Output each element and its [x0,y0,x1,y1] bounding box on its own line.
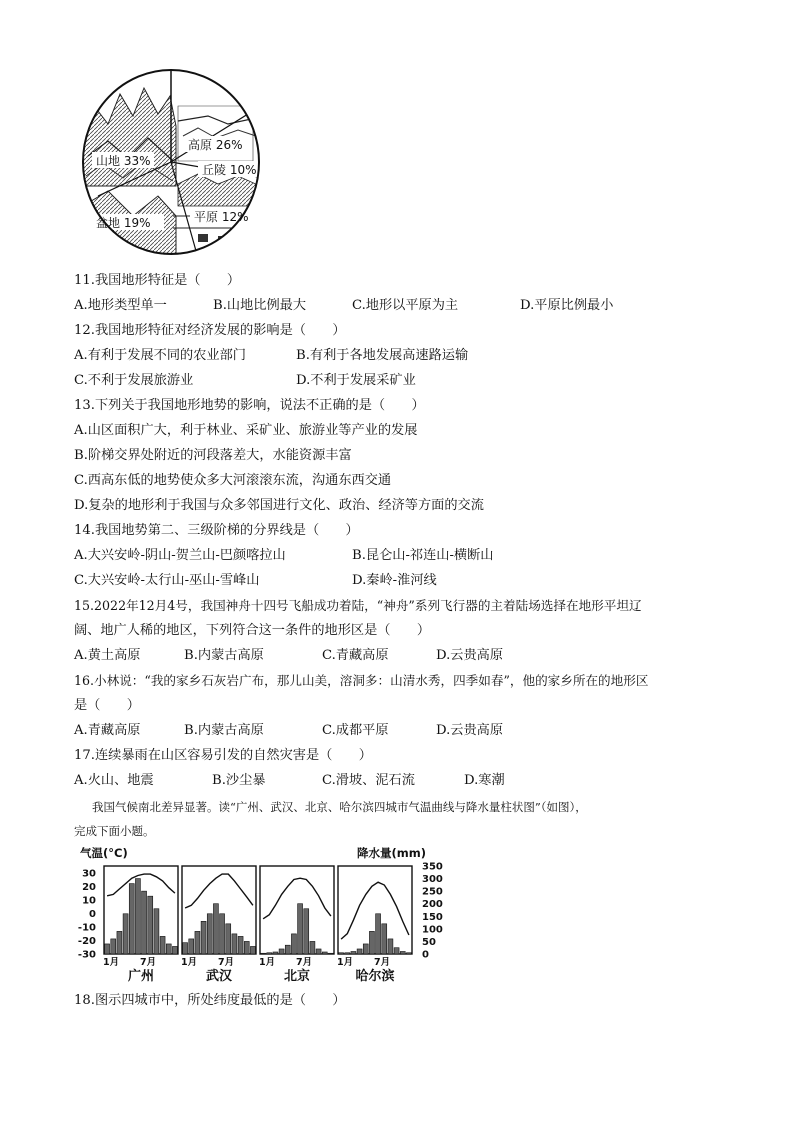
q14-option-c: C.大兴安岭-太行山-巫山-雪峰山 [74,573,260,588]
y-left-tick: 20 [82,881,96,893]
city-name: 哈尔滨 [355,969,395,984]
precip-bar [207,914,212,954]
q15-option-b: B.内蒙古高原 [184,648,264,663]
precip-bar [310,941,315,954]
precip-bar [220,914,225,954]
climate-intro-line2: 完成下面小题。 [74,824,155,838]
pie-label-mountain: 山地 33% [96,154,151,168]
climate-chart [74,842,443,984]
q14-option-d: D.秦岭-淮河线 [352,573,437,588]
q11-option-a: A.地形类型单一 [74,298,167,313]
q13-stem: 13.下列关于我国地形地势的影响，说法不正确的是（ ） [74,398,425,413]
q15-stem-line2: 阔、地广人稀的地区，下列符合这一条件的地形区是（ ） [74,623,431,638]
q16-stem-line1: 16.小林说：“我的家乡石灰岩广布，那儿山美，溶洞多：山清水秀，四季如春”，他的家乡所在的地形区 [74,673,649,688]
y-right-tick: 150 [422,911,443,923]
q16-option-a: A.青藏高原 [74,723,141,738]
precip-bar [369,931,374,954]
y-left-tick: -20 [77,935,96,947]
q16-option-b: B.内蒙古高原 [184,723,264,738]
precip-bar [129,884,134,954]
city-name: 武汉 [205,969,233,984]
x-tick-jul: 7月 [140,957,157,968]
pie-label-hills: 丘陵 10% [202,163,257,177]
precip-bar [400,951,405,954]
precip-bar [238,936,243,954]
precip-bar [322,952,327,954]
q16-option-d: D.云贵高原 [436,723,504,738]
y-left-tick: -30 [77,949,96,961]
precip-bar [135,879,140,954]
terrain-pie-figure [78,66,264,258]
q18-stem: 18.图示四城市中，所处纬度最低的是（ ） [74,993,346,1008]
precip-bar [339,953,344,954]
q13-option-c: C.西高东低的地势使众多大河滚滚东流，沟通东西交通 [74,473,392,488]
y-right-tick: 0 [422,949,429,961]
precip-bar [382,924,387,954]
q17-option-c: C.滑坡、泥石流 [322,773,415,788]
y-right-tick: 50 [422,936,436,948]
precip-bar [273,952,278,954]
q15-option-d: D.云贵高原 [436,648,504,663]
q15-option-a: A.黄土高原 [74,648,141,663]
q12-stem: 12.我国地形特征对经济发展的影响是（ ） [74,323,346,338]
precip-bar [279,949,284,954]
precip-bar [285,945,290,954]
precip-bar [111,939,116,954]
q17-stem: 17.连续暴雨在山区容易引发的自然灾害是（ ） [74,748,372,763]
temperature-curve [341,882,409,939]
precip-bar [406,953,411,954]
q15-stem-line1: 15.2022年12月4号，我国神舟十四号飞船成功着陆，“神舟”系列飞行器的主着陆场选择在地形平坦辽 [74,598,642,613]
city-name: 广州 [127,969,155,984]
city-panel-frame [338,866,412,954]
precip-bar [244,941,249,954]
precip-bar [250,946,255,954]
q14-option-a: A.大兴安岭-阴山-贺兰山-巴颜喀拉山 [74,548,286,563]
precip-bar [172,946,177,954]
y-right-axis-label: 降水量(mm) [357,846,426,860]
q17-option-a: A.火山、地震 [74,773,154,788]
q11-option-c: C.地形以平原为主 [352,298,459,313]
precip-bar [345,953,350,954]
q11-option-d: D.平原比例最小 [520,298,614,313]
precip-bar [142,891,147,954]
precip-bar [394,948,399,954]
precip-bar [267,953,272,954]
y-left-tick: 0 [89,908,96,920]
q13-option-b: B.阶梯交界处附近的河段落差大，水能资源丰富 [74,448,352,463]
y-right-tick: 100 [422,924,443,936]
pie-label-plateau: 高原 26% [188,138,243,152]
temperature-curve [263,878,331,919]
x-tick-jan: 1月 [181,957,198,968]
precip-bar [154,909,159,954]
x-tick-jul: 7月 [296,957,313,968]
q17-option-d: D.寒潮 [464,773,505,788]
q12-option-d: D.不利于发展采矿业 [296,373,416,388]
precip-bar [123,914,128,954]
pie-label-basin: 盆地 19% [96,216,151,230]
q13-option-a: A.山区面积广大，利于林业、采矿业、旅游业等产业的发展 [74,423,418,438]
y-left-tick: -10 [77,922,96,934]
q16-option-c: C.成都平原 [322,723,389,738]
precip-bar [357,949,362,954]
y-left-axis-label: 气温(°C) [80,846,128,860]
precip-bar [105,944,110,954]
precip-bar [328,953,333,954]
q12-option-c: C.不利于发展旅游业 [74,373,194,388]
precip-bar [304,909,309,954]
precip-bar [232,934,237,954]
precip-bar [189,939,194,954]
precip-bar [117,931,122,954]
precip-bar [183,943,188,954]
precip-bar [261,953,266,954]
precip-bar [213,904,218,954]
precip-bar [201,921,206,954]
x-tick-jul: 7月 [218,957,235,968]
q11-stem: 11.我国地形特征是（ ） [74,273,241,288]
precip-bar [376,914,381,954]
pie-label-plain: 平原 12% [194,210,249,224]
precip-bar [388,939,393,954]
y-left-tick: 30 [82,868,96,880]
precip-bar [298,904,303,954]
x-tick-jan: 1月 [337,957,354,968]
precip-bar [363,944,368,954]
precip-bar [148,896,153,954]
precip-bar [195,931,200,954]
x-tick-jan: 1月 [259,957,276,968]
city-name: 北京 [283,969,311,984]
climate-intro-line1: 我国气候南北差异显著。读“广州、武汉、北京、哈尔滨四城市气温曲线与降水量柱状图”（如图）， [92,800,587,814]
y-left-tick: 10 [82,895,96,907]
q14-stem: 14.我国地势第二、三级阶梯的分界线是（ ） [74,523,359,538]
y-right-tick: 250 [422,886,443,898]
x-tick-jan: 1月 [103,957,120,968]
q15-option-c: C.青藏高原 [322,648,389,663]
q14-option-b: B.昆仑山-祁连山-横断山 [352,548,494,563]
y-right-tick: 200 [422,899,443,911]
precip-bar [160,936,165,954]
q12-option-b: B.有利于各地发展高速路运输 [296,348,469,363]
precip-bar [166,944,171,954]
precip-bar [316,949,321,954]
q17-option-b: B.沙尘暴 [212,773,266,788]
temperature-curve [185,874,253,908]
temperature-curve [107,874,175,896]
precip-bar [226,924,231,954]
q11-option-b: B.山地比例最大 [213,298,307,313]
precip-bar [351,951,356,954]
y-right-tick: 300 [422,874,443,886]
y-right-tick: 350 [422,861,443,873]
q12-option-a: A.有利于发展不同的农业部门 [74,348,246,363]
precip-bar [291,934,296,954]
q13-option-d: D.复杂的地形利于我国与众多邻国进行文化、政治、经济等方面的交流 [74,498,484,513]
q16-stem-line2: 是（ ） [74,698,140,713]
x-tick-jul: 7月 [374,957,391,968]
